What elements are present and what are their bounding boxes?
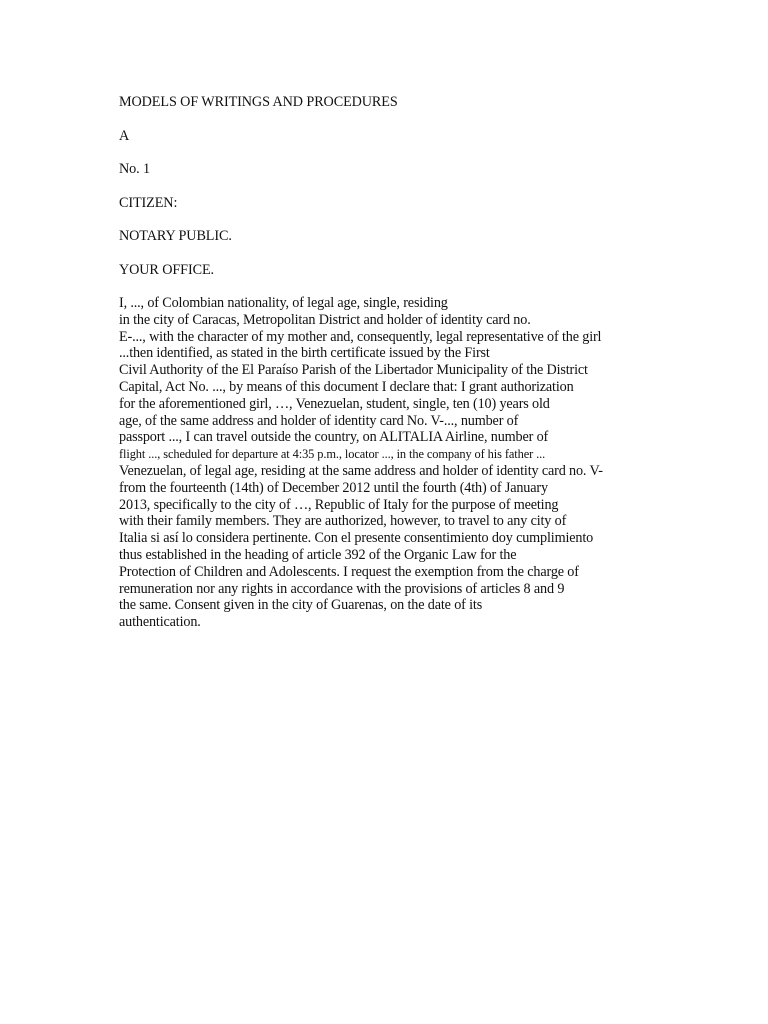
model-number: No. 1: [119, 161, 151, 177]
paragraph-line: thus established in the heading of article 392 of the Organic Law for the: [119, 546, 517, 563]
document-title: MODELS OF WRITINGS AND PROCEDURES: [119, 94, 398, 110]
paragraph-line: the same. Consent given in the city of Guarenas, on the date of its: [119, 597, 483, 614]
paragraph-line: remuneration nor any rights in accordance with the provisions of articles 8 and 9: [119, 580, 565, 597]
paragraph-line: in the city of Caracas, Metropolitan District and holder of identity card no.: [119, 311, 531, 328]
paragraph-line: for the aforementioned girl, …, Venezuelan, student, single, ten (10) years old: [119, 395, 550, 412]
paragraph-line: authentication.: [119, 614, 201, 631]
paragraph-line: age, of the same address and holder of identity card No. V-..., number of: [119, 412, 519, 429]
paragraph-line: Protection of Children and Adolescents. I request the exemption from the charge of: [119, 563, 579, 580]
paragraph-line: Civil Authority of the El Paraíso Parish of the Libertador Municipality of the District: [119, 362, 588, 379]
document-content: [119, 94, 679, 631]
paragraph-line: I, ..., of Colombian nationality, of legal age, single, residing: [119, 295, 448, 311]
authorization-paragraph: [119, 295, 679, 631]
paragraph-line: Capital, Act No. ..., by means of this document I declare that: I grant authorization: [119, 378, 574, 395]
paragraph-line: with their family members. They are authorized, however, to travel to any city of: [119, 513, 567, 530]
paragraph-line: flight ..., scheduled for departure at 4:35 p.m., locator ..., in the company of his father ...: [119, 447, 546, 462]
paragraph-line: Venezuelan, of legal age, residing at the same address and holder of identity card no. V-: [119, 462, 603, 479]
paragraph-line: ...then identified, as stated in the birth certificate issued by the First: [119, 345, 490, 362]
paragraph-line: E-..., with the character of my mother and, consequently, legal representative of the girl: [119, 328, 602, 345]
paragraph-line: from the fourteenth (14th) of December 2012 until the fourth (4th) of January: [119, 479, 548, 496]
paragraph-line: Italia si así lo considera pertinente. Con el presente consentimiento doy cumplimiento: [119, 530, 594, 547]
paragraph-line: passport ..., I can travel outside the country, on ALITALIA Airline, number of: [119, 429, 549, 446]
addressee-line-citizen: CITIZEN:: [119, 194, 178, 211]
paragraph-line: 2013, specifically to the city of …, Republic of Italy for the purpose of meeting: [119, 496, 559, 513]
addressee-line-office: YOUR OFFICE.: [119, 261, 214, 278]
addressee-line-notary: NOTARY PUBLIC.: [119, 228, 232, 244]
section-letter: A: [119, 127, 130, 144]
